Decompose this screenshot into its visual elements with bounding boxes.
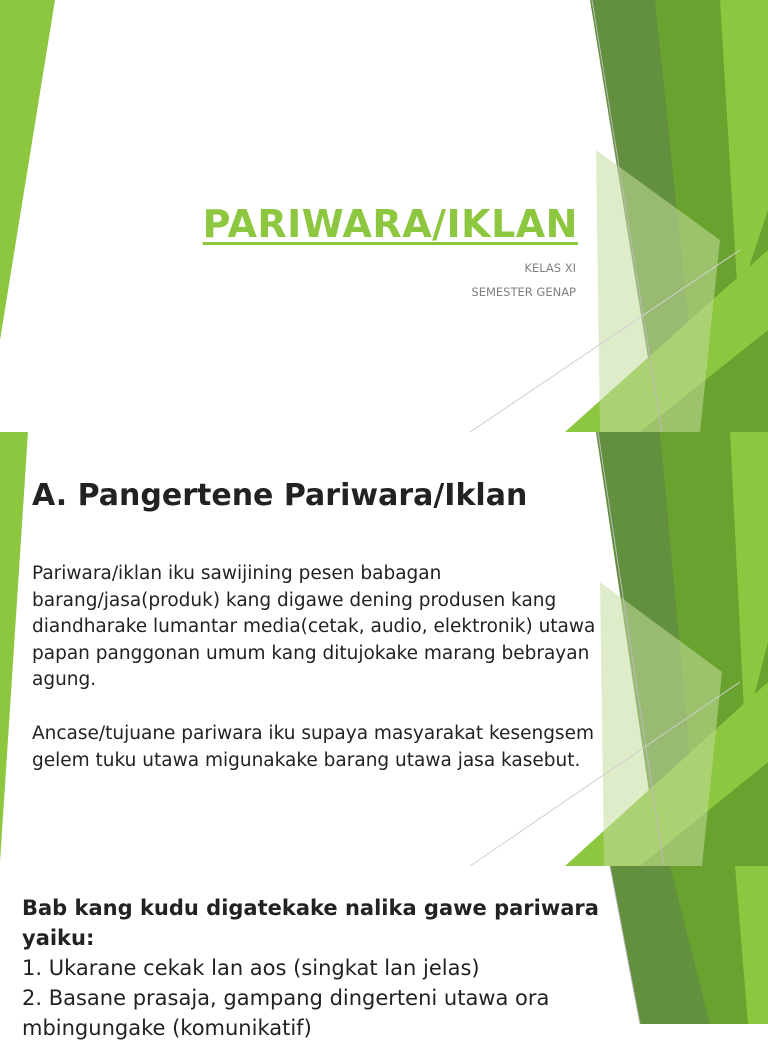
subtitle-class: KELAS XI: [524, 261, 576, 275]
guideline-item: 2. Basane prasaja, gampang dingerteni utawa ora: [22, 986, 550, 1010]
section-heading: A. Pangertene Pariwara/Iklan: [32, 478, 528, 513]
slide-title-text: PARIWARA/IKLAN: [202, 202, 578, 246]
guidelines-text: [22, 893, 602, 1043]
definition-paragraph: Pariwara/iklan iku sawijining pesen babagan barang/jasa(produk) kang digawe dening produsen kang diandharake lumantar media(cetak, audio, elektronik) utawa papan panggonan umum kang ditujokake marang bebrayan agung.: [32, 563, 596, 690]
guidelines-heading: Bab kang kudu digatekake nalika gawe pariwara yaiku:: [22, 896, 599, 950]
slide-title: [0, 0, 768, 432]
guideline-item: mbingungake (komunikatif): [22, 1016, 312, 1040]
left-green-shard: [0, 0, 55, 340]
subtitle-semester: SEMESTER GENAP: [471, 285, 576, 299]
purpose-paragraph: Ancase/tujuane pariwara iku supaya masyarakat kesengsem gelem tuku utawa migunakake barang utawa jasa kasebut.: [32, 723, 594, 771]
guideline-item: 1. Ukarane cekak lan aos (singkat lan jelas): [22, 956, 480, 980]
left-green-shard: [0, 432, 28, 862]
